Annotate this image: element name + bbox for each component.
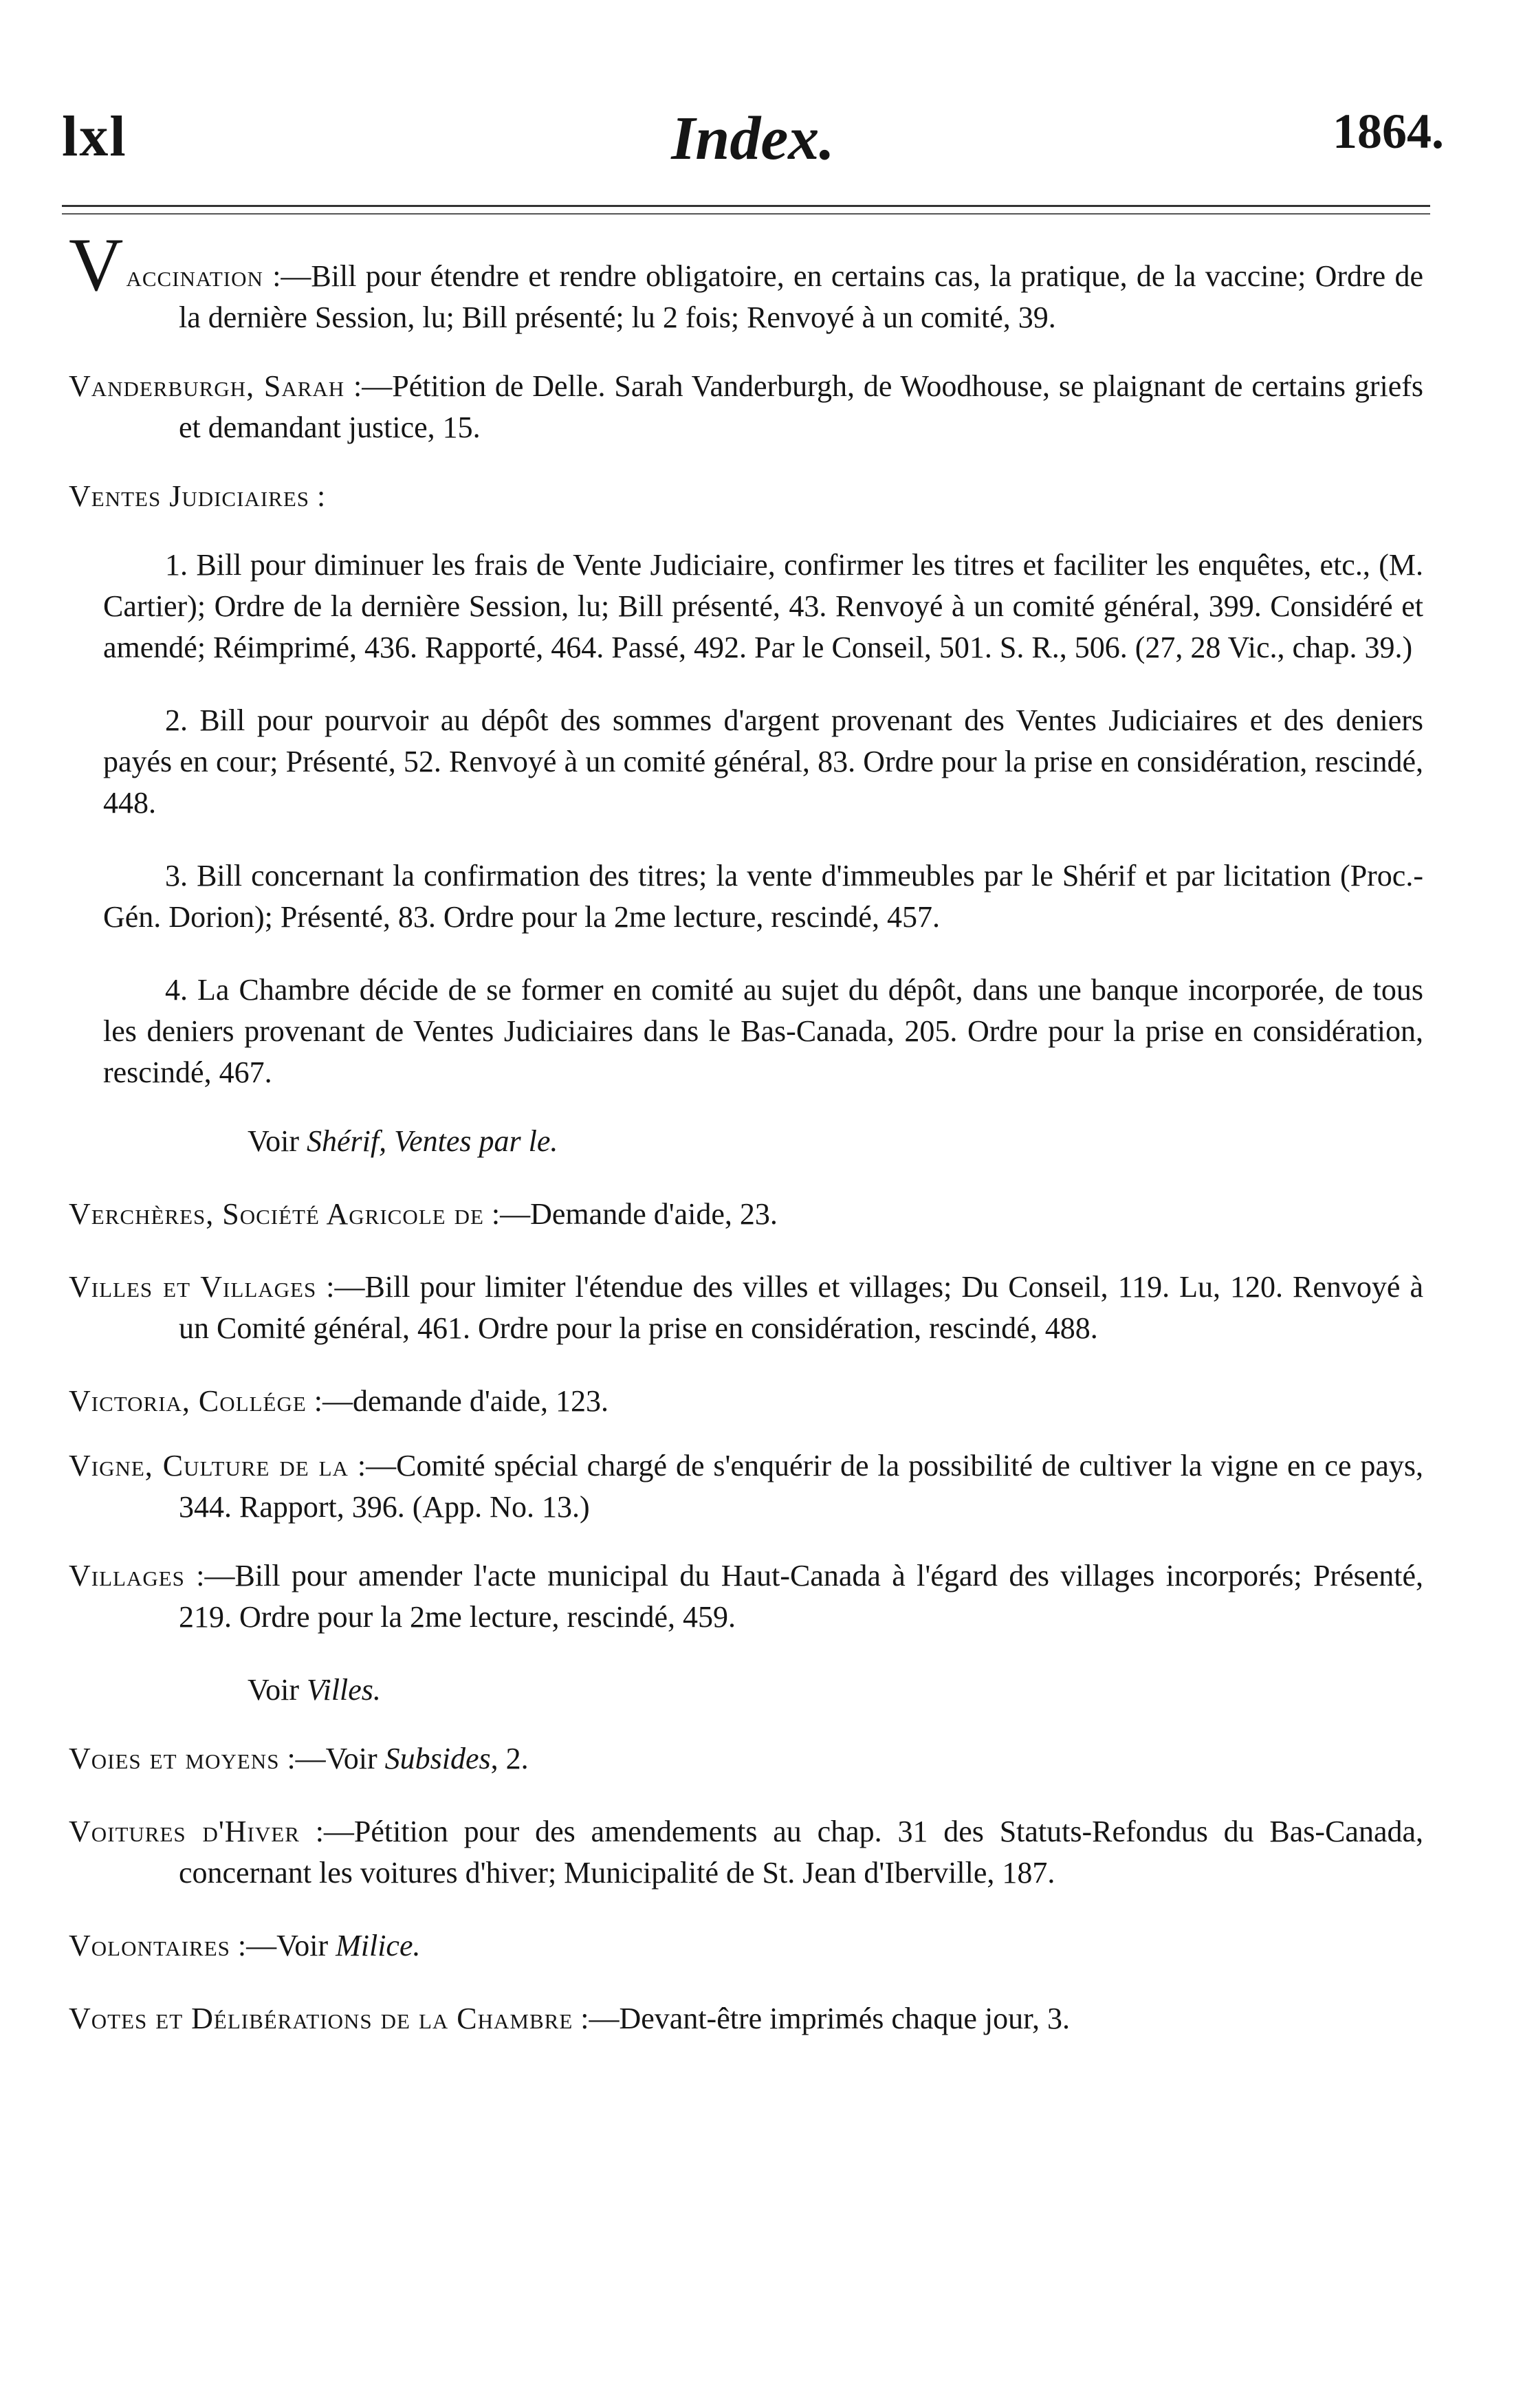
- entry-text: :—Pétition pour des amendements au chap. 31 des Statuts-Refondus du Bas-Canada, concernant les voitures d'hiver; Municipalité de St. Jean d'Iberville, 187.: [179, 1815, 1424, 1890]
- page-header: [62, 103, 1444, 179]
- drop-cap: V: [69, 223, 124, 307]
- entry-villages: [69, 1555, 1423, 1638]
- entry-ref: Subsides: [384, 1742, 491, 1775]
- see-also: [248, 1121, 1423, 1162]
- see-also-ref: Villes.: [306, 1673, 381, 1707]
- entry-ref: Milice.: [336, 1929, 421, 1962]
- header-rule-top: [62, 205, 1430, 207]
- entry-text: :: [317, 479, 326, 513]
- see-also-ref: Shérif, Ventes par le.: [306, 1124, 558, 1158]
- header-rule-bottom: [62, 213, 1430, 215]
- sub-entry: 1. Bill pour diminuer les frais de Vente Judiciaire, confirmer les titres et faciliter les enquêtes, etc., (M. Cartier); Ordre de la dernière Session, lu; Bill présenté, 43. Renvoyé à un comité général, 399. Considéré et amendé; Réimprimé, 436. Rapporté, 464. Passé, 492. Par le Conseil, 501. S. R., 506. (27, 28 Vic., chap. 39.): [103, 548, 1423, 664]
- entry-heading: Vigne, Culture de la: [69, 1449, 349, 1482]
- entry-text: :—Devant-être imprimés chaque jour, 3.: [580, 2002, 1071, 2035]
- entry-heading: Vanderburgh, Sarah: [69, 369, 345, 403]
- entry-victoria: [69, 1381, 1423, 1422]
- entry-text: :—Bill pour amender l'acte municipal du Haut-Canada à l'égard des villages incorporés; Présenté, 219. Ordre pour la 2me lecture, rescindé, 459.: [179, 1559, 1424, 1634]
- sub-entry: 3. Bill concernant la confirmation des titres; la vente d'immeubles par le Shérif et par licitation (Proc.-Gén. Dorion); Présenté, 83. Ordre pour la 2me lecture, rescindé, 457.: [103, 859, 1423, 934]
- entry-heading: Votes et Délibérations de la Chambre: [69, 2002, 573, 2035]
- entry-heading: Verchères, Société Agricole de: [69, 1197, 484, 1231]
- sub-entry: 2. Bill pour pourvoir au dépôt des sommes d'argent provenant des Ventes Judiciaires et des deniers payés en cour; Présenté, 52. Renvoyé à un comité général, 83. Ordre pour la prise en considération, rescindé, 448.: [103, 703, 1423, 820]
- entry-heading: accination: [126, 259, 263, 293]
- see-also-label: Voir: [248, 1673, 299, 1707]
- entry-text: :—Comité spécial chargé de s'enquérir de la possibilité de cultiver la vigne en ce pays, 344. Rapport, 396. (App. No. 13.): [179, 1449, 1424, 1524]
- page-title: Index.: [671, 105, 835, 173]
- entry-votes-deliberations: [69, 1998, 1423, 2039]
- entry-text: :—Voir: [237, 1929, 329, 1962]
- entry-text: :—demande d'aide, 123.: [314, 1384, 609, 1418]
- entry-text: :—Bill pour étendre et rendre obligatoire, en certains cas, la pratique, de la vaccine; Ordre de la dernière Session, lu; Bill présenté; lu 2 fois; Renvoyé à un comité, 39.: [179, 259, 1424, 334]
- entry-heading: Volontaires: [69, 1929, 230, 1962]
- page-number: lxl: [62, 105, 127, 168]
- entry-heading: Ventes Judiciaires: [69, 479, 309, 513]
- entry-heading: Victoria, Collége: [69, 1384, 307, 1418]
- entry-heading: Villes et Villages: [69, 1270, 317, 1304]
- index-entries: [69, 223, 1424, 2039]
- entry-vercheres: [69, 1194, 1423, 1235]
- sub-entry: 4. La Chambre décide de se former en comité au sujet du dépôt, dans une banque incorporée, de tous les deniers provenant de Ventes Judiciaires dans le Bas-Canada, 205. Ordre pour la prise en considération, rescindé, 467.: [103, 973, 1423, 1089]
- entry-text: :—Demande d'aide, 23.: [491, 1197, 778, 1231]
- entry-text: :—Pétition de Delle. Sarah Vanderburgh, de Woodhouse, se plaignant de certains griefs et demandant justice, 15.: [179, 369, 1424, 444]
- see-also-label: Voir: [248, 1124, 299, 1158]
- entry-heading: Voies et moyens: [69, 1742, 280, 1775]
- entry-voies-moyens: [69, 1738, 1423, 1780]
- entry-villes-villages: [69, 1267, 1423, 1349]
- entry-volontaires: [69, 1925, 1423, 1967]
- entry-text: :—Voir: [287, 1742, 377, 1775]
- entry-vanderburgh: [69, 366, 1423, 448]
- entry-vaccination: [69, 223, 1424, 338]
- entry-ventes-judiciaires: [69, 476, 1423, 517]
- entry-text: :—Bill pour limiter l'étendue des villes et villages; Du Conseil, 119. Lu, 120. Renvoyé à un Comité général, 461. Ordre pour la prise en considération, rescindé, 488.: [179, 1270, 1423, 1345]
- entry-heading: Villages: [69, 1559, 185, 1592]
- see-also: [248, 1670, 1423, 1711]
- year-label: 1864.: [1333, 104, 1444, 159]
- entry-heading: Voitures d'Hiver: [69, 1815, 300, 1848]
- entry-vigne: [69, 1445, 1423, 1528]
- entry-text-after: , 2.: [490, 1742, 529, 1775]
- entry-voitures-hiver: [69, 1811, 1423, 1894]
